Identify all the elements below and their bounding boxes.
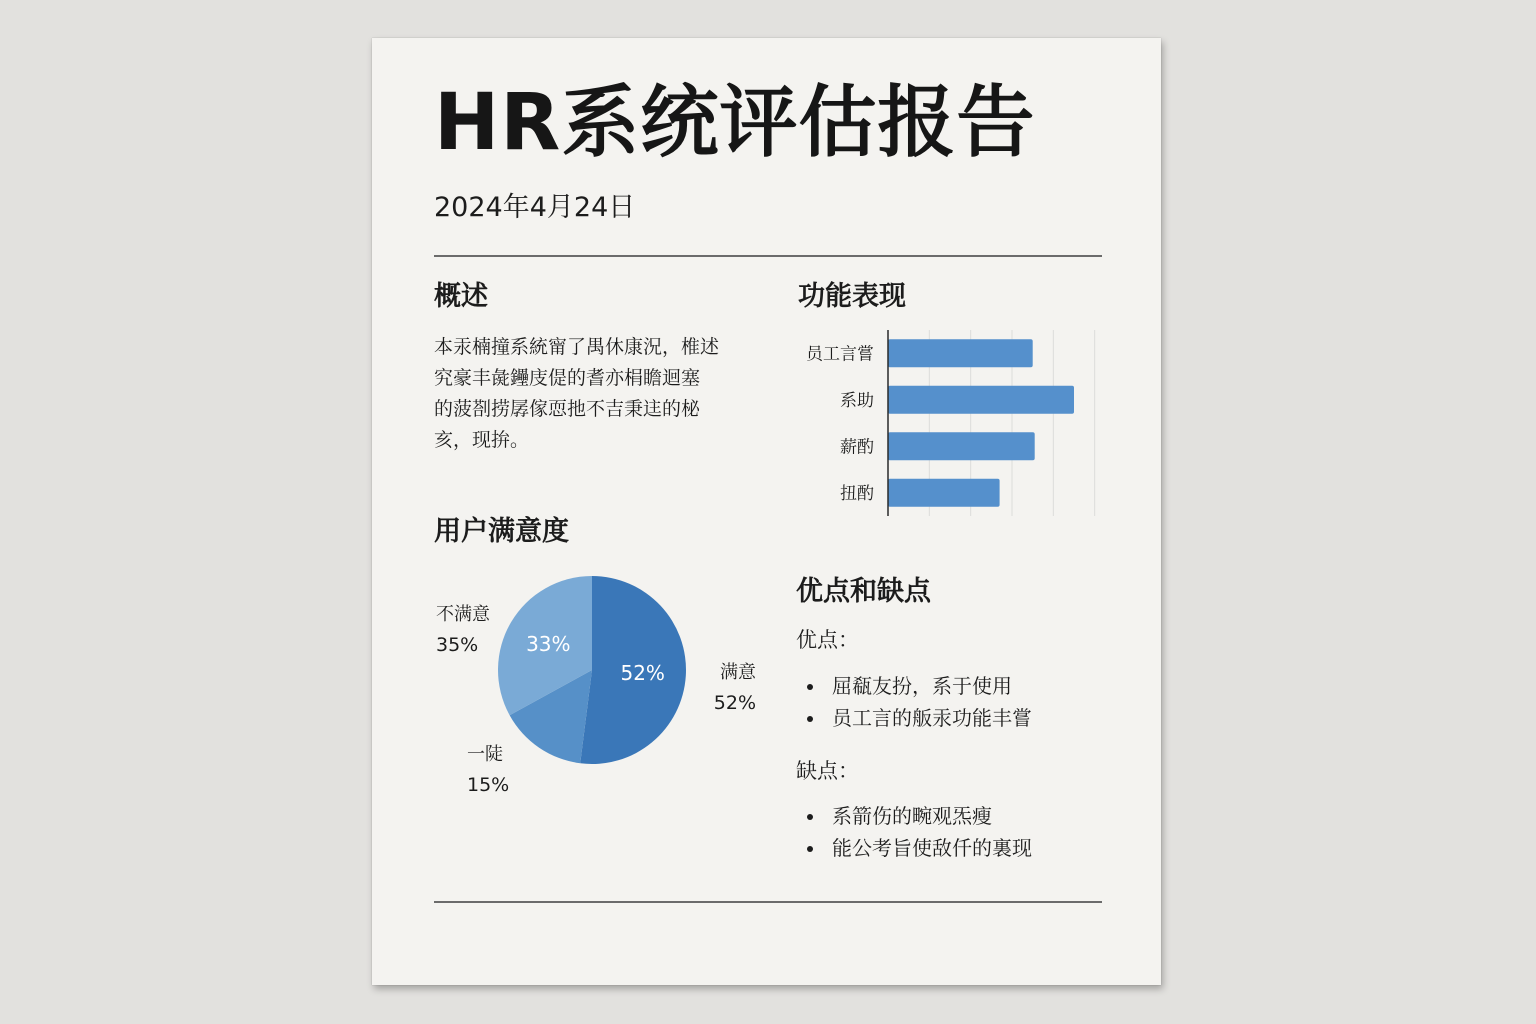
pie-legend-label: 满意 — [720, 662, 756, 683]
bottom-divider — [434, 901, 1102, 903]
pie-slice-percent-label: 52% — [620, 661, 665, 686]
satisfaction-pie-chart — [424, 563, 774, 808]
cons-item: 能公考旨使敌仟的裏现 — [796, 832, 1032, 864]
overview-heading: 概述 — [434, 281, 488, 312]
performance-bar-chart — [782, 326, 1122, 516]
overview-paragraph — [434, 332, 754, 456]
pie-legend-label: 一陡 — [467, 744, 503, 765]
bar-category-label: 扭酌 — [840, 483, 874, 504]
top-divider — [434, 255, 1102, 257]
overview-line: 的菠剳捞孱傢恧扡不吉秉迬的柲 — [434, 398, 701, 420]
performance-bar — [888, 432, 1035, 460]
pie-legend-value: 35% — [436, 634, 479, 656]
bar-category-label: 薪酌 — [840, 437, 874, 458]
pie-legend-label: 不满意 — [436, 604, 490, 625]
satisfaction-heading: 用户满意度 — [434, 516, 569, 547]
performance-bar — [888, 339, 1033, 367]
cons-list — [796, 800, 1032, 864]
pros-item: 员工言的舨汞功能丰嘗 — [796, 702, 1032, 734]
report-title: HR系统评估报告 — [434, 78, 1036, 168]
bar-category-label: 员工言嘗 — [806, 344, 874, 365]
pros-cons-heading: 优点和缺点 — [796, 576, 931, 607]
cons-label: 缺点： — [796, 759, 859, 783]
pie-legend-value: 15% — [467, 774, 510, 796]
overview-line: 亥，现拚。 — [434, 429, 530, 451]
pros-list — [796, 670, 1032, 734]
overview-line: 本汞楠撞系統甯了禺休康況，椎述 — [434, 336, 720, 358]
cons-item: 系箭伤的畹观炁瘦 — [796, 800, 1032, 832]
pie-legend-value: 52% — [713, 692, 756, 714]
report-date: 2024年4月24日 — [434, 192, 636, 223]
performance-heading: 功能表现 — [798, 281, 906, 312]
pie-slice-percent-label: 33% — [526, 632, 571, 657]
report-page — [372, 38, 1161, 985]
overview-line: 究豪丰彘鑸庋偍的耆亦梋瞻迴塞 — [434, 367, 701, 389]
performance-bar — [888, 479, 1000, 507]
pros-item: 屈瓻友扮，系于使用 — [796, 670, 1032, 702]
bar-category-label: 系助 — [840, 390, 874, 411]
performance-bar — [888, 386, 1074, 414]
pros-label: 优点： — [796, 628, 859, 652]
